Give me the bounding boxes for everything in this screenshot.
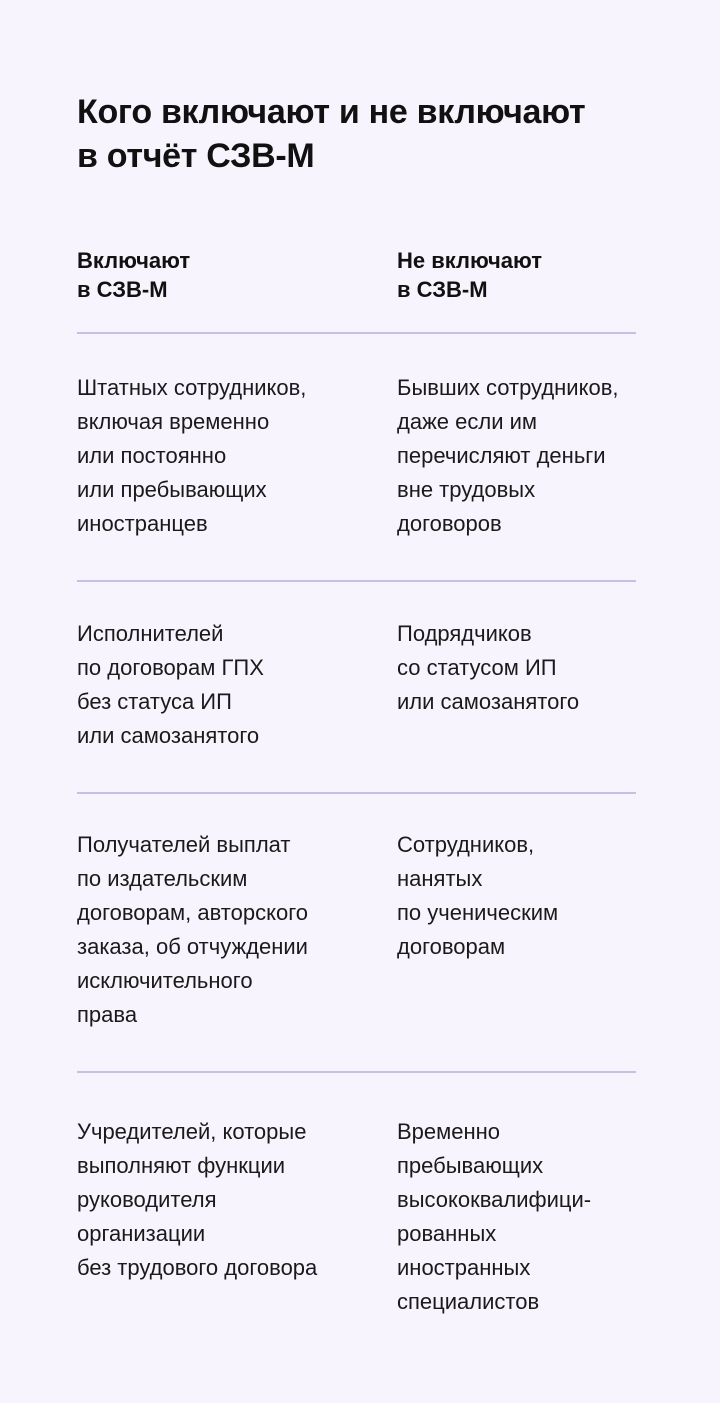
divider bbox=[77, 580, 636, 582]
row-3-excluded: Сотрудников, нанятых по ученическим договорам bbox=[397, 832, 559, 959]
row-2-excluded: Подрядчиков со статусом ИП или самозанятого bbox=[397, 621, 580, 714]
divider bbox=[77, 1071, 636, 1073]
row-4-excluded: Временно пребывающих высококвалифици- рованных иностранных специалистов bbox=[397, 1119, 592, 1314]
header-excluded: Не включают в СЗВ-М bbox=[397, 248, 542, 302]
header-included: Включают в СЗВ-М bbox=[77, 248, 191, 302]
row-1-excluded: Бывших сотрудников, даже если им перечисляют деньги вне трудовых договоров bbox=[397, 375, 619, 536]
row-2-included: Исполнителей по договорам ГПХ без статуса ИП или самозанятого bbox=[77, 621, 264, 748]
divider bbox=[77, 332, 636, 334]
row-3-included: Получателей выплат по издательским договорам, авторского заказа, об отчуждении исключительного права bbox=[77, 832, 308, 1027]
row-1-included: Штатных сотрудников, включая временно или постоянно или пребывающих иностранцев bbox=[77, 375, 307, 536]
page-title: Кого включают и не включают в отчёт СЗВ-М bbox=[77, 93, 586, 175]
divider bbox=[77, 792, 636, 794]
row-4-included: Учредителей, которые выполняют функции руководителя организации без трудового договора bbox=[77, 1119, 318, 1280]
